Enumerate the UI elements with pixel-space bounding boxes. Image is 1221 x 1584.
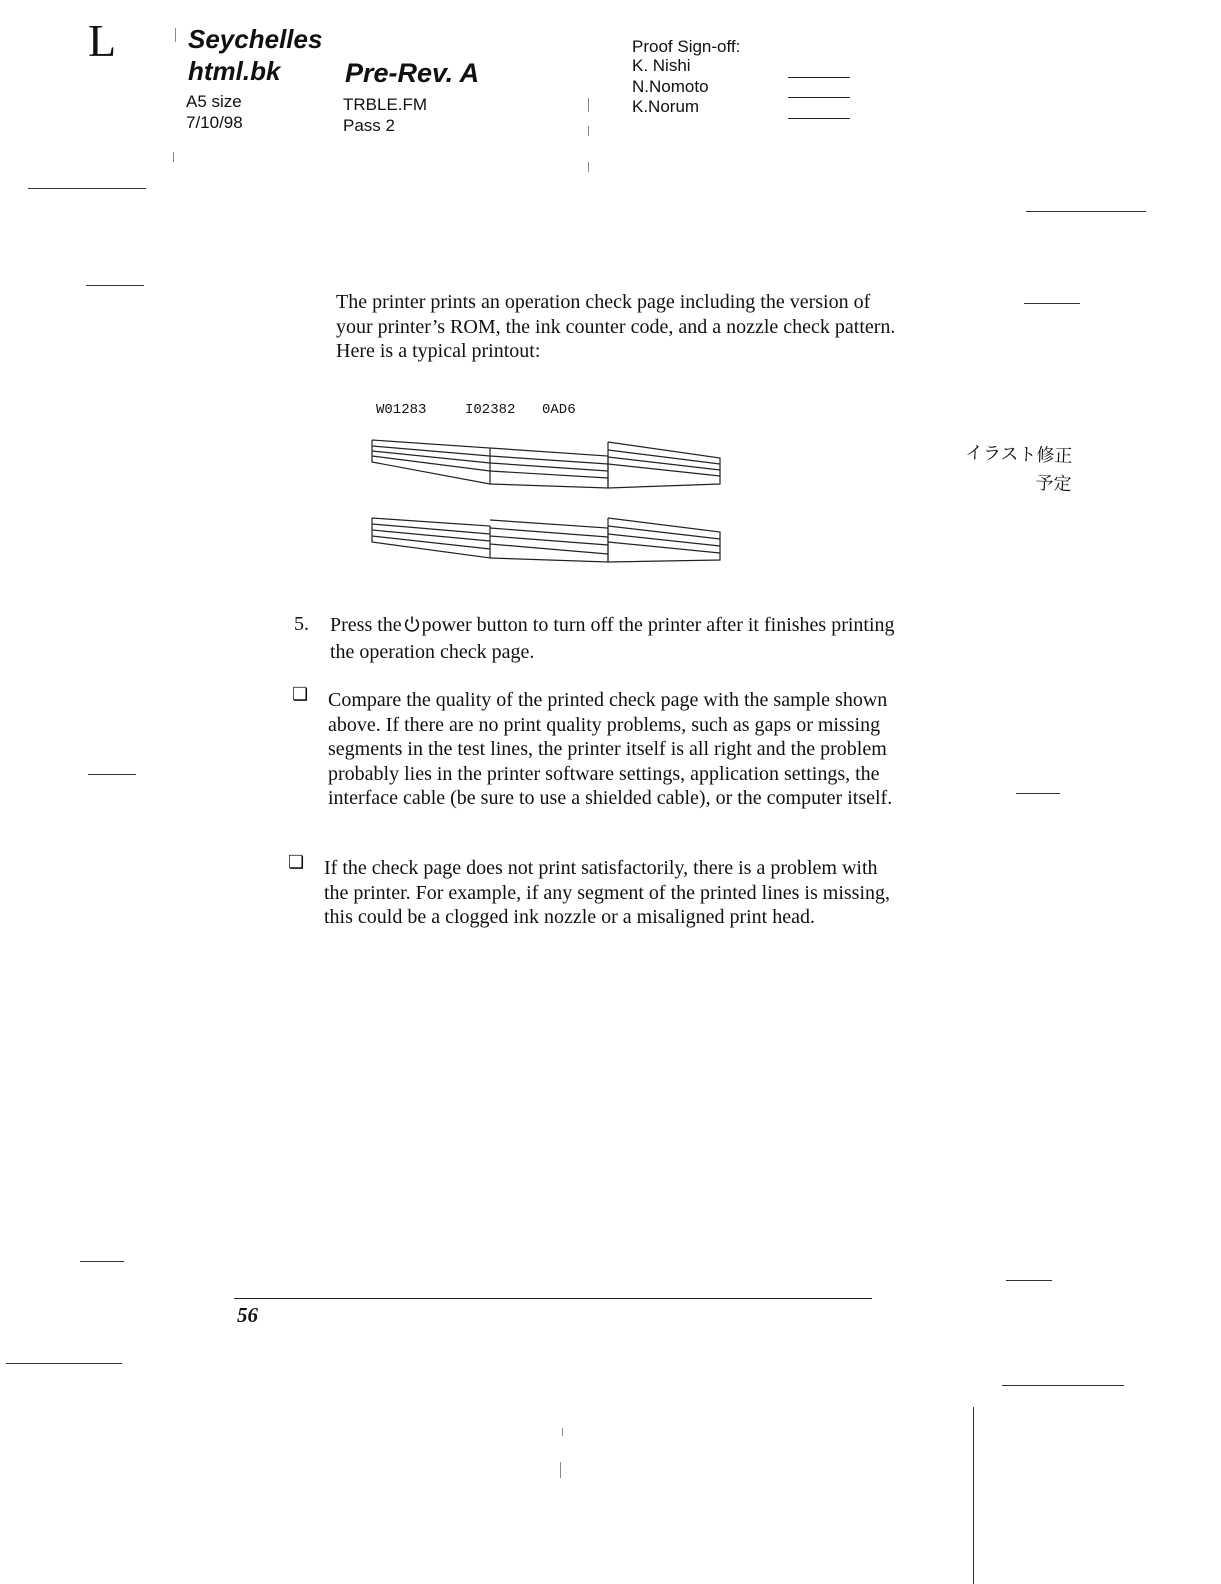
power-icon <box>403 615 421 640</box>
signature-line <box>788 77 850 78</box>
crop-mark <box>1006 1280 1052 1281</box>
crop-mark <box>1016 793 1060 794</box>
proof-signer: K.Norum <box>632 97 700 116</box>
handwritten-margin-note <box>951 438 1073 498</box>
crop-mark <box>1002 1385 1124 1386</box>
footer-rule <box>234 1298 872 1299</box>
nozzle-check-pattern <box>370 436 726 566</box>
registration-dot <box>588 162 589 172</box>
page-side-letter: L <box>88 15 117 66</box>
file-name: TRBLE.FM <box>343 95 428 114</box>
step-text-after: power button to turn off the printer after it finishes printing the operation check page. <box>330 614 895 663</box>
document-date: 7/10/98 <box>186 113 243 132</box>
crop-mark-vertical <box>973 1407 974 1584</box>
note-bullet-icon: ❏ <box>288 852 305 872</box>
step-text-before: Press the <box>330 614 402 636</box>
revision-label: Pre-Rev. A <box>345 58 480 88</box>
proof-signer: K. Nishi <box>632 56 691 75</box>
crop-mark <box>88 774 136 775</box>
crop-mark <box>28 188 146 189</box>
crop-mark <box>1026 211 1146 212</box>
crop-mark <box>1024 303 1080 304</box>
paper-size: A5 size <box>186 92 242 111</box>
margin-note-line: 予定 <box>1035 472 1072 495</box>
crop-mark <box>6 1363 122 1364</box>
step-number: 5. <box>294 613 309 635</box>
project-title: Seychelles <box>188 24 323 54</box>
note-check-page-failure: If the check page does not print satisfactorily, there is a problem with the printer. For example, if any segment of the printed lines is missing, this could be a clogged ink nozzle or a misaligned print head. <box>324 857 891 928</box>
registration-dot <box>562 1428 563 1436</box>
registration-dot <box>588 126 589 136</box>
crop-mark <box>80 1261 124 1262</box>
registration-dot <box>173 152 174 162</box>
registration-dot <box>560 1462 561 1478</box>
registration-dot <box>175 28 176 42</box>
nozzle-pattern-row <box>372 518 720 562</box>
intro-paragraph: The printer prints an operation check page including the version of your printer’s ROM, the ink counter code, and a nozzle check pattern. Here is a typical printout: <box>336 291 896 362</box>
registration-dot <box>588 98 589 112</box>
note-bullet-icon: ❏ <box>292 684 309 704</box>
ink-counter-code: I02382 <box>465 402 516 418</box>
note-compare-quality: Compare the quality of the printed check page with the sample shown above. If there are no print quality problems, such as gaps or missing segments in the test lines, the printer itself is all right and the problem probably lies in the printer software settings, application settings, the interface cable (be sure to use a shielded cable), or the computer itself. <box>328 689 893 809</box>
page-number: 56 <box>237 1303 258 1327</box>
pass-label: Pass 2 <box>343 116 395 135</box>
nozzle-pattern-row <box>372 440 720 488</box>
check-code: 0AD6 <box>542 402 576 418</box>
proof-signer: N.Nomoto <box>632 77 709 96</box>
margin-note-line: イラスト修正 <box>964 442 1073 467</box>
crop-mark <box>86 285 144 286</box>
book-name: html.bk <box>188 56 281 86</box>
proof-signoff-title: Proof Sign-off: <box>632 37 741 56</box>
step-text <box>330 613 900 664</box>
signature-line <box>788 97 850 98</box>
signature-line <box>788 118 850 119</box>
rom-version-code: W01283 <box>376 402 427 418</box>
